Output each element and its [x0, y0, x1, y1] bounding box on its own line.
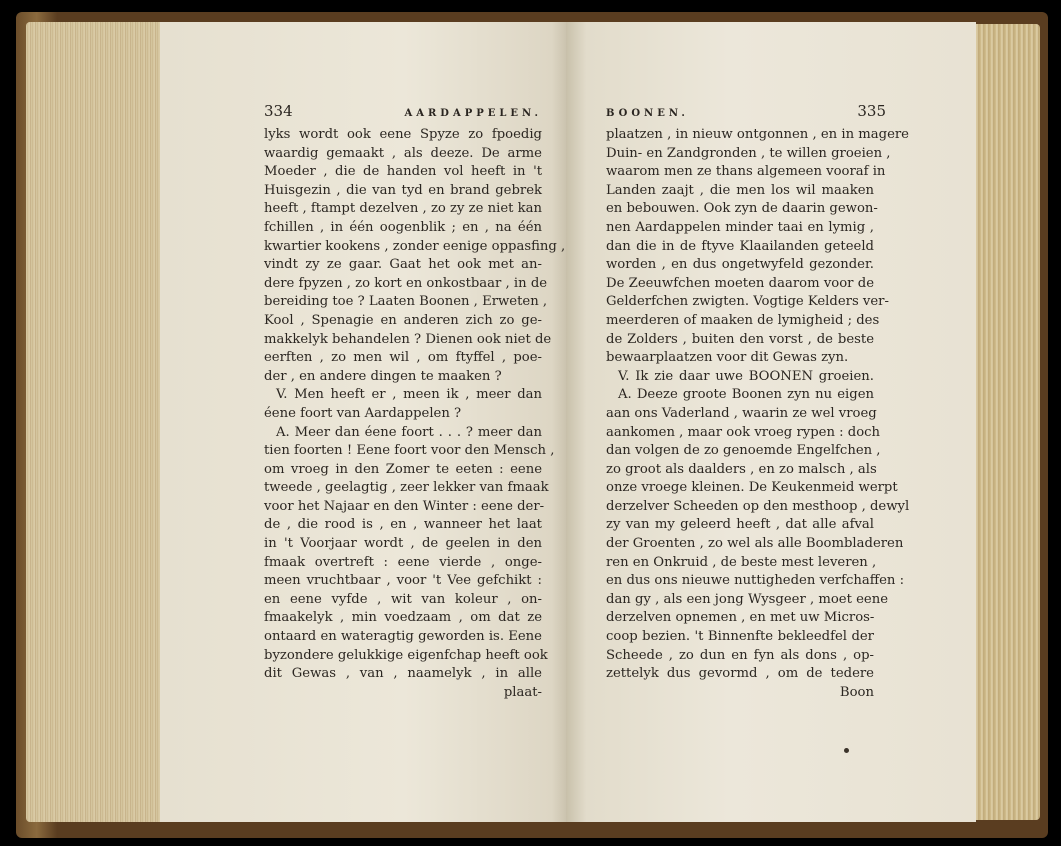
page-number: 335 [857, 102, 886, 120]
text-line: tien foorten ! Eene foort voor den Mensch , [264, 443, 555, 459]
text-line: Gelderfchen zwigten. Vogtige Kelders ver- [606, 294, 889, 310]
text-line: fmaak overtreft : eene vierde , onge- [264, 554, 542, 570]
text-line: ren en Onkruid , de beste mest leveren , [606, 554, 877, 570]
text-line: dan die in de ftyve Klaailanden geteeld [606, 238, 874, 254]
text-line: A. Deeze groote Boonen zyn nu eigen [618, 387, 874, 403]
text-line: De Zeeuwfchen moeten daarom voor de [606, 275, 874, 291]
running-head: AARDAPPELEN. [404, 108, 542, 119]
text-line: om vroeg in den Zomer te eeten : eene [264, 461, 542, 477]
text-line: eerften , zo men wil , om ftyffel , poe- [264, 350, 542, 366]
text-line: A. Meer dan éene foort . . . ? meer dan [276, 424, 542, 440]
text-line: Kool , Spenagie en anderen zich zo ge- [264, 312, 542, 328]
text-line: ontaard en wateragtig geworden is. Eene [264, 629, 542, 645]
text-line: aankomen , maar ook vroeg rypen : doch [606, 424, 881, 440]
text-line: voor het Najaar en den Winter : eene der- [264, 498, 545, 514]
right-page [566, 22, 976, 822]
text-line: dere fpyzen , zo kort en onkostbaar , in de [264, 275, 548, 291]
text-line: V. Ik zie daar uwe BOONEN groeien. [618, 368, 874, 384]
text-line: Huisgezin , die van tyd en brand gebrek [264, 182, 542, 198]
text-line: fchillen , in één oogenblik ; en , na één [264, 219, 542, 235]
left-page-text [264, 126, 566, 702]
text-line: Boon [839, 684, 874, 700]
text-line: dan volgen de zo genoemde Engelfchen , [606, 443, 881, 459]
text-line: en dus ons nieuwe nuttigheden verfchaffen : [606, 573, 905, 589]
text-line: dan gy , als een jong Wysgeer , moet eene [606, 591, 889, 607]
text-line: plaatzen , in nieuw ontgonnen , en in magere [606, 127, 909, 142]
right-page-header [606, 102, 886, 120]
text-line: waarom men ze thans algemeen vooraf in [606, 164, 886, 180]
text-line: in 't Voorjaar wordt , de geelen in den [264, 536, 542, 552]
page-edges-left [26, 22, 166, 822]
text-line: der Groenten , zo wel als alle Boombladeren [606, 536, 904, 552]
left-page-header [264, 102, 542, 120]
text-line: dit Gewas , van , naamelyk , in alle [264, 666, 542, 682]
text-line: makkelyk behandelen ? Dienen ook niet de [264, 331, 552, 347]
text-line: Duin- en Zandgronden , te willen groeien , [606, 145, 891, 161]
text-line: heeft , ftampt dezelven , zo zy ze niet kan [264, 201, 542, 217]
text-line: Scheede , zo dun en fyn als dons , op- [606, 647, 874, 663]
text-line: bewaarplaatzen voor dit Gewas zyn. [606, 350, 849, 366]
right-page-text [606, 126, 910, 702]
text-line: coop bezien. 't Binnenfte bekleedfel der [606, 629, 874, 645]
text-line: lyks wordt ook eene Spyze zo fpoedig [264, 127, 542, 142]
text-line: zy van my geleerd heeft , dat alle afval [606, 517, 874, 533]
text-line: meen vruchtbaar , voor 't Vee gefchikt : [264, 573, 542, 589]
text-line: waardig gemaakt , als deeze. De arme [264, 145, 542, 161]
text-line: Landen zaajt , die men los wil maaken [606, 182, 874, 198]
text-line: en eene vyfde , wit van koleur , on- [264, 591, 542, 607]
text-line: V. Men heeft er , meen ik , meer dan [276, 387, 542, 403]
left-page [160, 22, 568, 822]
text-line: en bebouwen. Ook zyn de daarin gewon- [606, 201, 878, 217]
text-line: derzelven opnemen , en met uw Micros- [606, 610, 875, 626]
text-line: vindt zy ze gaar. Gaat het ook met an- [264, 257, 542, 273]
text-line: de , die rood is , en , wanneer het laat [264, 517, 542, 533]
text-line: zettelyk dus gevormd , om de tedere [606, 666, 874, 682]
text-line: Moeder , die de handen vol heeft in 't [264, 164, 542, 180]
text-line: de Zolders , buiten den vorst , de beste [606, 331, 874, 347]
text-line: fmaakelyk , min voedzaam , om dat ze [264, 610, 542, 626]
page-number: 334 [264, 102, 293, 120]
text-line: derzelver Scheeden op den mesthoop , dewyl [606, 498, 910, 514]
running-head: BOONEN. [606, 108, 689, 119]
ink-spot [844, 748, 849, 753]
text-line: byzondere gelukkige eigenfchap heeft ook [264, 647, 548, 663]
text-line: zo groot als daalders , en zo malsch , als [606, 461, 877, 477]
text-line: éene foort van Aardappelen ? [264, 405, 462, 421]
text-line: bereiding toe ? Laaten Boonen , Erweten , [264, 294, 548, 310]
text-line: plaat- [503, 684, 542, 700]
text-line: kwartier kookens , zonder eenige oppasfing , [264, 238, 566, 254]
text-line: worden , en dus ongetwyfeld gezonder. [606, 257, 874, 273]
text-line: aan ons Vaderland , waarin ze wel vroeg [606, 405, 877, 421]
text-line: tweede , geelagtig , zeer lekker van fmaak [264, 480, 549, 496]
text-line: onze vroege kleinen. De Keukenmeid werpt [606, 480, 898, 496]
text-line: meerderen of maaken de lymigheid ; des [606, 312, 880, 328]
text-line: nen Aardappelen minder taai en lymig , [606, 219, 874, 235]
text-line: der , en andere dingen te maaken ? [264, 368, 502, 384]
page-edges-right [970, 24, 1040, 820]
